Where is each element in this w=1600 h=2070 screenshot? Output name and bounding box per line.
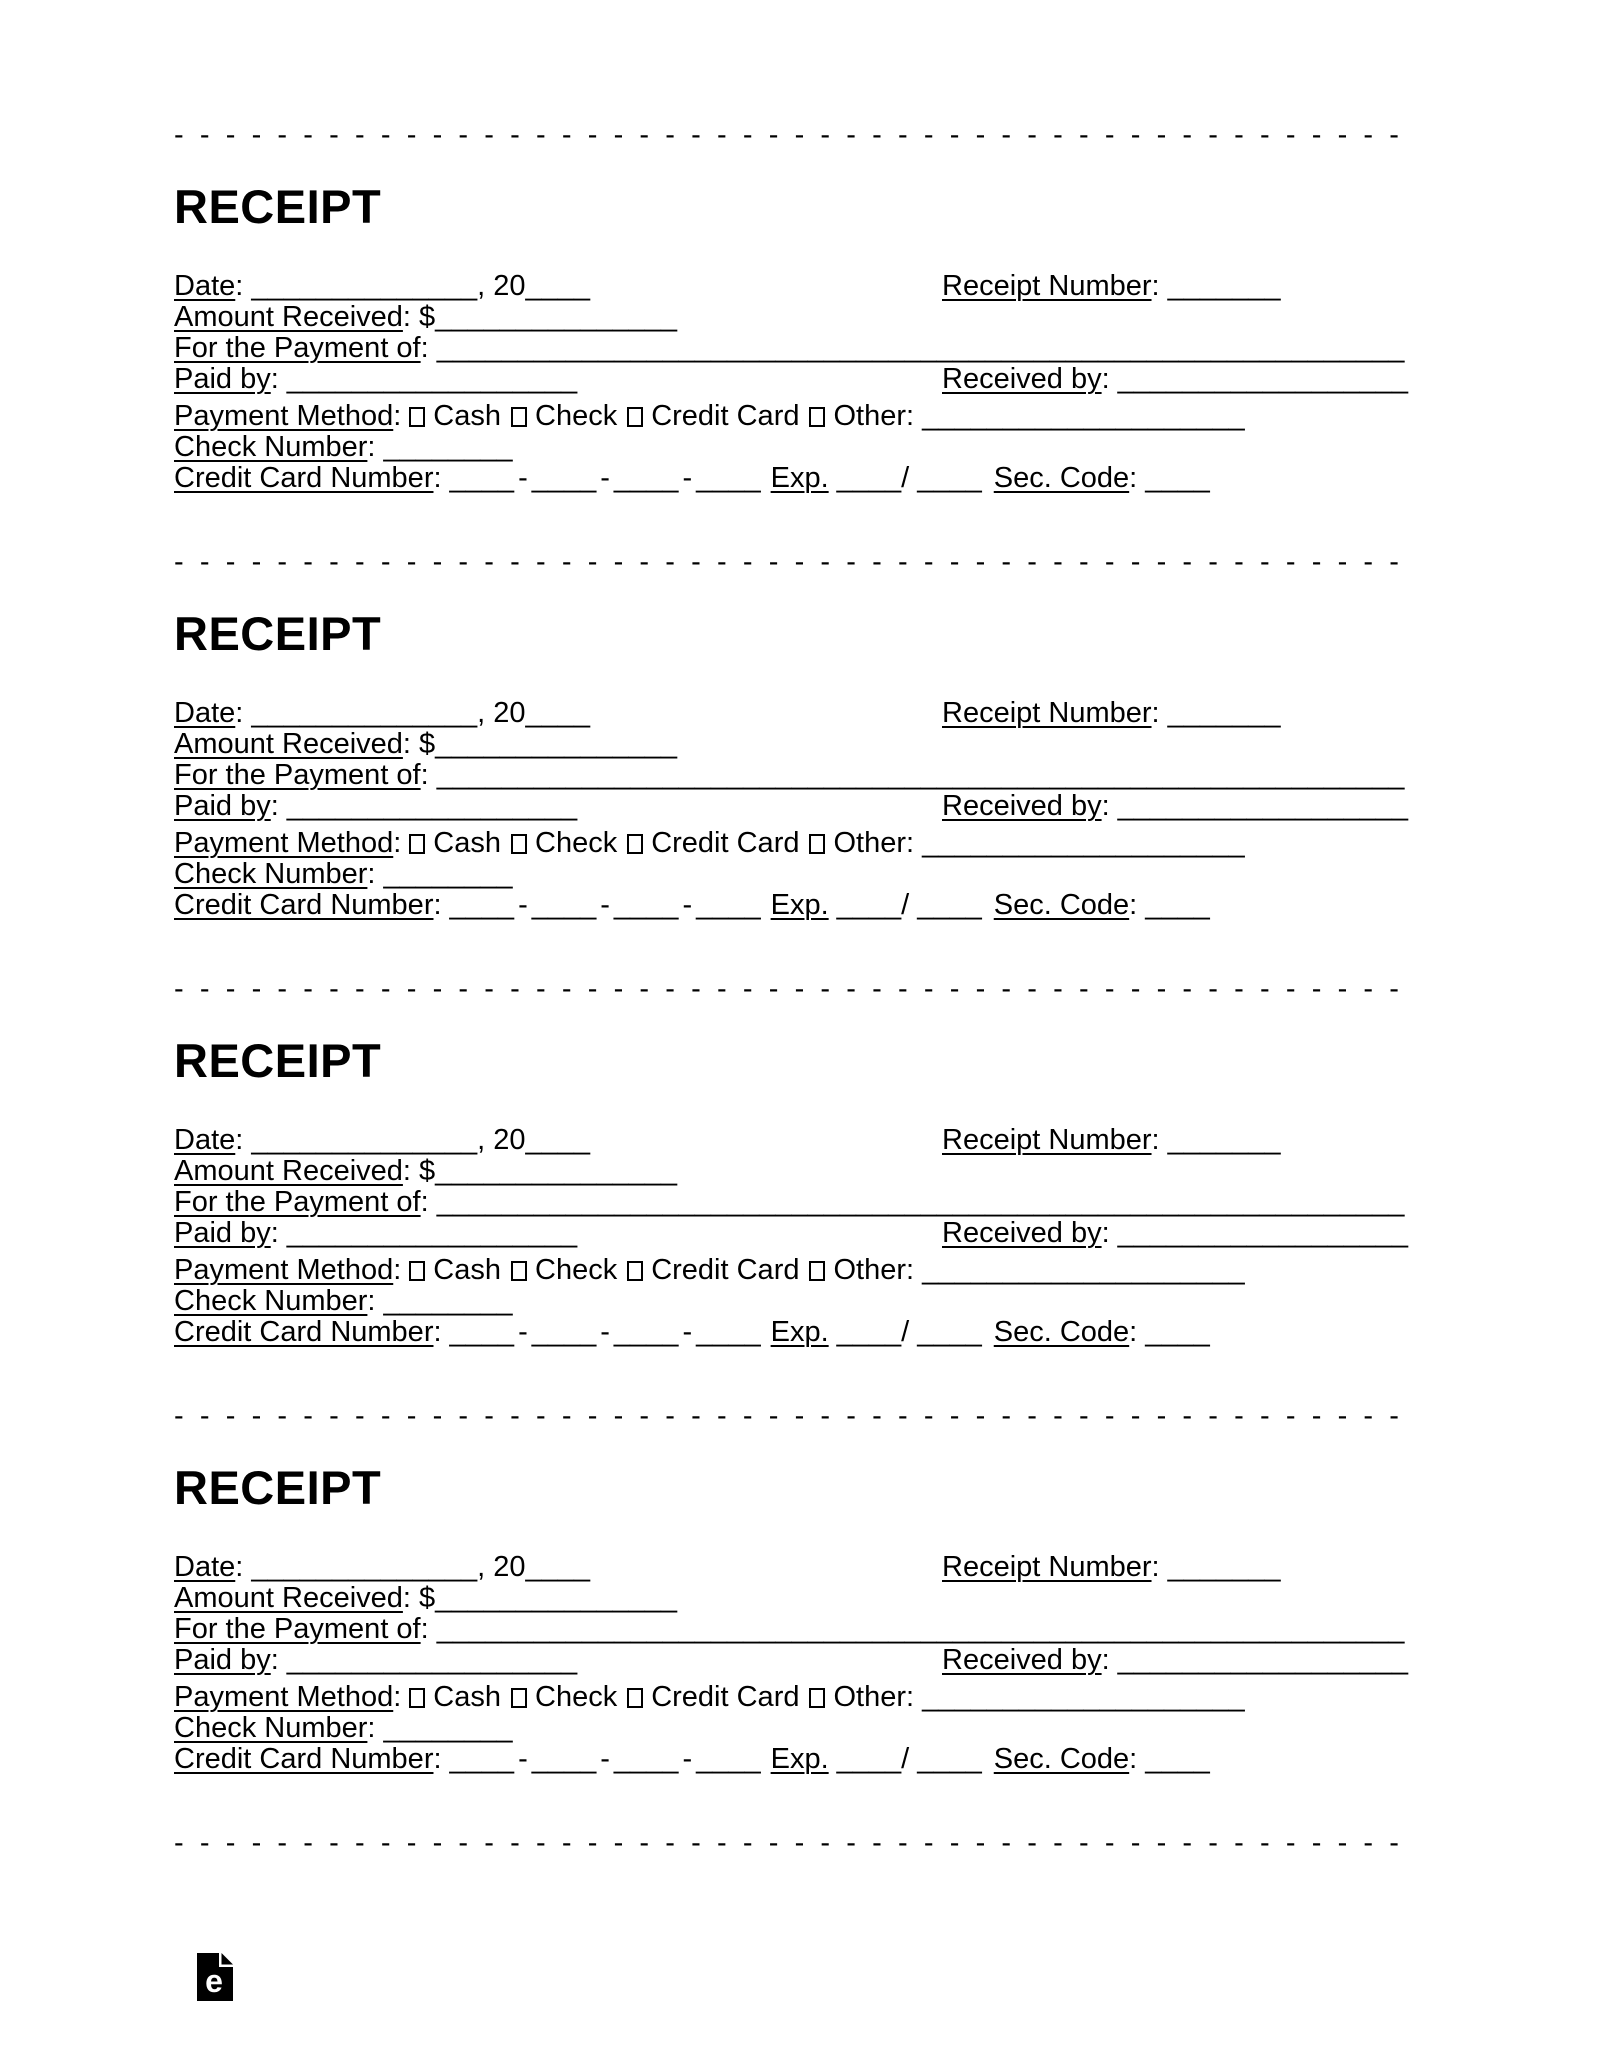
colon: : — [235, 270, 244, 302]
exp-year-blank[interactable]: ____ — [917, 1743, 982, 1775]
other-blank[interactable]: ____________________ — [922, 827, 1245, 859]
date-label: Date — [174, 1124, 236, 1156]
colon: : — [393, 827, 402, 859]
exp-slash: / — [901, 462, 910, 494]
date-row — [174, 271, 1408, 302]
cc-dash: - — [600, 462, 610, 494]
cash-checkbox[interactable] — [409, 1261, 425, 1281]
credit-card-number-label: Credit Card Number — [174, 462, 434, 494]
check-label: Check — [535, 827, 618, 859]
cc-group-2-blank[interactable]: ____ — [531, 889, 597, 921]
colon: : — [270, 1217, 279, 1249]
colon: : — [1101, 1644, 1110, 1676]
amount-blank[interactable]: _______________ — [435, 301, 678, 333]
received-by-blank[interactable]: __________________ — [1117, 363, 1408, 395]
payment-of-label: For the Payment of — [174, 332, 421, 364]
dashed-separator: ------------------------------------------------ — [174, 1400, 1416, 1432]
dashed-separator: ------------------------------------------------ — [174, 1827, 1416, 1859]
year-prefix: , 20 — [477, 1124, 526, 1156]
payment-of-label: For the Payment of — [174, 1613, 421, 1645]
other-label: Other — [833, 1254, 907, 1286]
exp-label: Exp. — [770, 1316, 829, 1348]
date-blank[interactable]: ______________ — [251, 270, 478, 302]
credit-card-row — [174, 1744, 1408, 1775]
colon: : — [1151, 1551, 1160, 1583]
cash-label: Cash — [433, 400, 501, 432]
logo-letter: e — [205, 1963, 223, 1999]
cc-group-4-blank[interactable]: ____ — [696, 462, 761, 494]
colon: : — [1151, 1124, 1160, 1156]
other-checkbox[interactable] — [809, 834, 825, 854]
sec-code-blank[interactable]: ____ — [1145, 462, 1210, 494]
credit-card-checkbox[interactable] — [627, 407, 643, 427]
sec-code-blank[interactable]: ____ — [1145, 1743, 1210, 1775]
colon: : — [433, 1743, 442, 1775]
paid-by-blank[interactable]: __________________ — [286, 1644, 578, 1676]
colon: : — [420, 332, 429, 364]
credit-card-label: Credit Card — [651, 827, 800, 859]
dashed-separator: ------------------------------------------------ — [174, 973, 1416, 1005]
colon: : — [433, 889, 442, 921]
colon: : — [433, 462, 442, 494]
amount-blank[interactable]: _______________ — [435, 1155, 678, 1187]
date-row — [174, 1552, 1408, 1583]
colon: : — [402, 728, 411, 760]
credit-card-checkbox[interactable] — [627, 1261, 643, 1281]
cash-checkbox[interactable] — [409, 834, 425, 854]
receipt-block-2 — [174, 546, 1416, 974]
date-row — [174, 698, 1408, 729]
other-label: Other — [833, 827, 907, 859]
exp-label: Exp. — [770, 1743, 829, 1775]
payment-method-row — [174, 1255, 1408, 1286]
payment-of-blank[interactable]: ____________________________________________________________ — [436, 1613, 1405, 1645]
paid-by-row — [174, 791, 1408, 822]
exp-slash: / — [901, 1743, 910, 1775]
payment-method-label: Payment Method — [174, 827, 394, 859]
receipt-heading: RECEIPT — [174, 607, 382, 660]
payment-of-label: For the Payment of — [174, 759, 421, 791]
exp-month-blank[interactable]: ____ — [836, 1743, 902, 1775]
colon: : — [1151, 270, 1160, 302]
check-label: Check — [535, 400, 618, 432]
receipt-fields — [174, 1125, 1408, 1348]
paid-by-row — [174, 364, 1408, 395]
cc-group-3-blank[interactable]: ____ — [613, 1316, 679, 1348]
check-checkbox[interactable] — [511, 834, 527, 854]
check-number-row — [174, 432, 1408, 463]
amount-received-label: Amount Received — [174, 301, 403, 333]
receipt-number-label: Receipt Number — [942, 1124, 1152, 1156]
receipt-heading: RECEIPT — [174, 180, 382, 233]
payment-of-row — [174, 760, 1408, 791]
cc-group-2-blank[interactable]: ____ — [531, 1316, 597, 1348]
cc-group-2-blank[interactable]: ____ — [531, 1743, 597, 1775]
colon: : — [235, 697, 244, 729]
colon: : — [367, 431, 376, 463]
check-number-row — [174, 1713, 1408, 1744]
check-number-label: Check Number — [174, 858, 368, 890]
colon: : — [1151, 697, 1160, 729]
colon: : — [420, 1186, 429, 1218]
amount-row — [174, 729, 1408, 760]
receipt-block-3 — [174, 973, 1416, 1401]
amount-blank[interactable]: _______________ — [435, 1582, 678, 1614]
cc-group-1-blank[interactable]: ____ — [449, 462, 515, 494]
received-by-label: Received by — [942, 790, 1102, 822]
receipt-number-blank[interactable]: _______ — [1167, 697, 1281, 729]
exp-year-blank[interactable]: ____ — [917, 889, 982, 921]
exp-year-blank[interactable]: ____ — [917, 462, 982, 494]
exp-month-blank[interactable]: ____ — [836, 1316, 902, 1348]
sec-code-label: Sec. Code — [993, 889, 1130, 921]
amount-received-label: Amount Received — [174, 1582, 403, 1614]
date-blank[interactable]: ______________ — [251, 1551, 478, 1583]
colon: : — [393, 1254, 402, 1286]
cc-dash: - — [682, 462, 693, 494]
date-label: Date — [174, 270, 236, 302]
colon: : — [235, 1551, 244, 1583]
check-checkbox[interactable] — [511, 1261, 527, 1281]
other-checkbox[interactable] — [809, 407, 825, 427]
colon: : — [1129, 889, 1138, 921]
cc-dash: - — [518, 889, 528, 921]
exp-slash: / — [901, 889, 910, 921]
credit-card-row — [174, 463, 1408, 494]
payment-method-row — [174, 828, 1408, 859]
colon: : — [270, 1644, 279, 1676]
page-fold-icon — [222, 1953, 234, 1965]
check-number-blank[interactable]: ________ — [383, 1712, 513, 1744]
payment-method-label: Payment Method — [174, 1681, 394, 1713]
check-number-blank[interactable]: ________ — [383, 858, 513, 890]
dashed-separator: ------------------------------------------------ — [174, 546, 1416, 578]
receipt-heading: RECEIPT — [174, 1461, 382, 1514]
receipt-number-label: Receipt Number — [942, 270, 1152, 302]
receipt-block-4 — [174, 1400, 1416, 1828]
exp-month-blank[interactable]: ____ — [836, 462, 902, 494]
credit-card-label: Credit Card — [651, 400, 800, 432]
payment-method-row — [174, 1682, 1408, 1713]
cc-dash: - — [518, 462, 528, 494]
colon: : — [1101, 790, 1110, 822]
dashed-separator: ------------------------------------------------ — [174, 119, 1416, 151]
receipt-heading: RECEIPT — [174, 1034, 382, 1087]
eforms-logo — [197, 1953, 233, 2001]
check-checkbox[interactable] — [511, 407, 527, 427]
payment-of-row — [174, 1614, 1408, 1645]
dollar-sign: $ — [418, 1155, 436, 1187]
receipt-number-label: Receipt Number — [942, 697, 1152, 729]
sec-code-label: Sec. Code — [993, 1316, 1130, 1348]
paid-by-row — [174, 1645, 1408, 1676]
received-by-blank[interactable]: __________________ — [1117, 1217, 1408, 1249]
other-blank[interactable]: ____________________ — [922, 1254, 1245, 1286]
payment-of-label: For the Payment of — [174, 1186, 421, 1218]
received-by-label: Received by — [942, 1644, 1102, 1676]
other-checkbox[interactable] — [809, 1688, 825, 1708]
colon: : — [235, 1124, 244, 1156]
year-prefix: , 20 — [477, 270, 526, 302]
payment-method-label: Payment Method — [174, 400, 394, 432]
cc-group-1-blank[interactable]: ____ — [449, 1316, 515, 1348]
colon: : — [906, 400, 915, 432]
payment-of-blank[interactable]: ____________________________________________________________ — [436, 759, 1405, 791]
exp-year-blank[interactable]: ____ — [917, 1316, 982, 1348]
colon: : — [367, 1712, 376, 1744]
dollar-sign: $ — [418, 1582, 436, 1614]
check-number-blank[interactable]: ________ — [383, 431, 513, 463]
check-number-label: Check Number — [174, 431, 368, 463]
cc-group-2-blank[interactable]: ____ — [531, 462, 597, 494]
payment-method-label: Payment Method — [174, 1254, 394, 1286]
paid-by-label: Paid by — [174, 1644, 271, 1676]
year-blank[interactable]: ____ — [525, 1124, 591, 1156]
cc-group-1-blank[interactable]: ____ — [449, 1743, 515, 1775]
cash-label: Cash — [433, 1681, 501, 1713]
cc-dash: - — [600, 889, 610, 921]
cash-checkbox[interactable] — [409, 407, 425, 427]
cc-dash: - — [518, 1743, 528, 1775]
paid-by-blank[interactable]: __________________ — [286, 790, 578, 822]
cc-group-3-blank[interactable]: ____ — [613, 1743, 679, 1775]
dollar-sign: $ — [418, 728, 436, 760]
colon: : — [1129, 462, 1138, 494]
credit-card-checkbox[interactable] — [627, 1688, 643, 1708]
colon: : — [1101, 1217, 1110, 1249]
colon: : — [906, 1254, 915, 1286]
year-blank[interactable]: ____ — [525, 270, 591, 302]
colon: : — [367, 858, 376, 890]
amount-received-label: Amount Received — [174, 728, 403, 760]
exp-label: Exp. — [770, 462, 829, 494]
date-label: Date — [174, 697, 236, 729]
payment-method-row — [174, 401, 1408, 432]
paid-by-blank[interactable]: __________________ — [286, 1217, 578, 1249]
year-blank[interactable]: ____ — [525, 1551, 591, 1583]
receipt-block-1 — [174, 119, 1416, 547]
received-by-blank[interactable]: __________________ — [1117, 1644, 1408, 1676]
exp-label: Exp. — [770, 889, 829, 921]
receipt-fields — [174, 271, 1408, 494]
other-label: Other — [833, 1681, 907, 1713]
sec-code-blank[interactable]: ____ — [1145, 889, 1210, 921]
colon: : — [420, 759, 429, 791]
colon: : — [1129, 1316, 1138, 1348]
check-number-row — [174, 859, 1408, 890]
colon: : — [906, 1681, 915, 1713]
cash-label: Cash — [433, 1254, 501, 1286]
credit-card-number-label: Credit Card Number — [174, 1316, 434, 1348]
other-blank[interactable]: ____________________ — [922, 400, 1245, 432]
check-number-label: Check Number — [174, 1712, 368, 1744]
page-content — [174, 0, 1416, 2070]
payment-of-row — [174, 333, 1408, 364]
amount-blank[interactable]: _______________ — [435, 728, 678, 760]
dollar-sign: $ — [418, 301, 436, 333]
colon: : — [1129, 1743, 1138, 1775]
colon: : — [270, 790, 279, 822]
exp-month-blank[interactable]: ____ — [836, 889, 902, 921]
credit-card-row — [174, 1317, 1408, 1348]
year-prefix: , 20 — [477, 697, 526, 729]
colon: : — [402, 301, 411, 333]
amount-row — [174, 302, 1408, 333]
paid-by-row — [174, 1218, 1408, 1249]
paid-by-blank[interactable]: __________________ — [286, 363, 578, 395]
cc-dash: - — [682, 889, 693, 921]
colon: : — [393, 1681, 402, 1713]
received-by-label: Received by — [942, 363, 1102, 395]
check-label: Check — [535, 1254, 618, 1286]
colon: : — [270, 363, 279, 395]
cash-checkbox[interactable] — [409, 1688, 425, 1708]
receipt-number-blank[interactable]: _______ — [1167, 270, 1281, 302]
paid-by-label: Paid by — [174, 1217, 271, 1249]
credit-card-label: Credit Card — [651, 1681, 800, 1713]
payment-of-row — [174, 1187, 1408, 1218]
year-blank[interactable]: ____ — [525, 697, 591, 729]
sec-code-label: Sec. Code — [993, 1743, 1130, 1775]
credit-card-number-label: Credit Card Number — [174, 1743, 434, 1775]
credit-card-label: Credit Card — [651, 1254, 800, 1286]
cc-group-1-blank[interactable]: ____ — [449, 889, 515, 921]
cash-label: Cash — [433, 827, 501, 859]
cc-dash: - — [518, 1316, 528, 1348]
colon: : — [402, 1155, 411, 1187]
colon: : — [420, 1613, 429, 1645]
cc-dash: - — [682, 1743, 693, 1775]
amount-row — [174, 1583, 1408, 1614]
credit-card-number-label: Credit Card Number — [174, 889, 434, 921]
credit-card-row — [174, 890, 1408, 921]
other-label: Other — [833, 400, 907, 432]
cc-group-3-blank[interactable]: ____ — [613, 462, 679, 494]
other-checkbox[interactable] — [809, 1261, 825, 1281]
sec-code-blank[interactable]: ____ — [1145, 1316, 1210, 1348]
payment-of-blank[interactable]: ____________________________________________________________ — [436, 332, 1405, 364]
sec-code-label: Sec. Code — [993, 462, 1130, 494]
date-blank[interactable]: ______________ — [251, 1124, 478, 1156]
receipt-number-blank[interactable]: _______ — [1167, 1551, 1281, 1583]
receipt-fields — [174, 698, 1408, 921]
paid-by-label: Paid by — [174, 790, 271, 822]
cc-dash: - — [682, 1316, 693, 1348]
cc-dash: - — [600, 1743, 610, 1775]
check-checkbox[interactable] — [511, 1688, 527, 1708]
cc-dash: - — [600, 1316, 610, 1348]
cc-group-4-blank[interactable]: ____ — [696, 1316, 761, 1348]
colon: : — [1101, 363, 1110, 395]
cc-group-4-blank[interactable]: ____ — [696, 889, 761, 921]
amount-received-label: Amount Received — [174, 1155, 403, 1187]
other-blank[interactable]: ____________________ — [922, 1681, 1245, 1713]
paid-by-label: Paid by — [174, 363, 271, 395]
payment-of-blank[interactable]: ____________________________________________________________ — [436, 1186, 1405, 1218]
check-label: Check — [535, 1681, 618, 1713]
colon: : — [402, 1582, 411, 1614]
receipt-number-label: Receipt Number — [942, 1551, 1152, 1583]
date-blank[interactable]: ______________ — [251, 697, 478, 729]
date-label: Date — [174, 1551, 236, 1583]
credit-card-checkbox[interactable] — [627, 834, 643, 854]
check-number-blank[interactable]: ________ — [383, 1285, 513, 1317]
received-by-blank[interactable]: __________________ — [1117, 790, 1408, 822]
cc-group-4-blank[interactable]: ____ — [696, 1743, 761, 1775]
check-number-label: Check Number — [174, 1285, 368, 1317]
receipt-number-blank[interactable]: _______ — [1167, 1124, 1281, 1156]
colon: : — [433, 1316, 442, 1348]
colon: : — [393, 400, 402, 432]
cc-group-3-blank[interactable]: ____ — [613, 889, 679, 921]
amount-row — [174, 1156, 1408, 1187]
date-row — [174, 1125, 1408, 1156]
exp-slash: / — [901, 1316, 910, 1348]
colon: : — [906, 827, 915, 859]
year-prefix: , 20 — [477, 1551, 526, 1583]
colon: : — [367, 1285, 376, 1317]
check-number-row — [174, 1286, 1408, 1317]
receipt-fields — [174, 1552, 1408, 1775]
received-by-label: Received by — [942, 1217, 1102, 1249]
